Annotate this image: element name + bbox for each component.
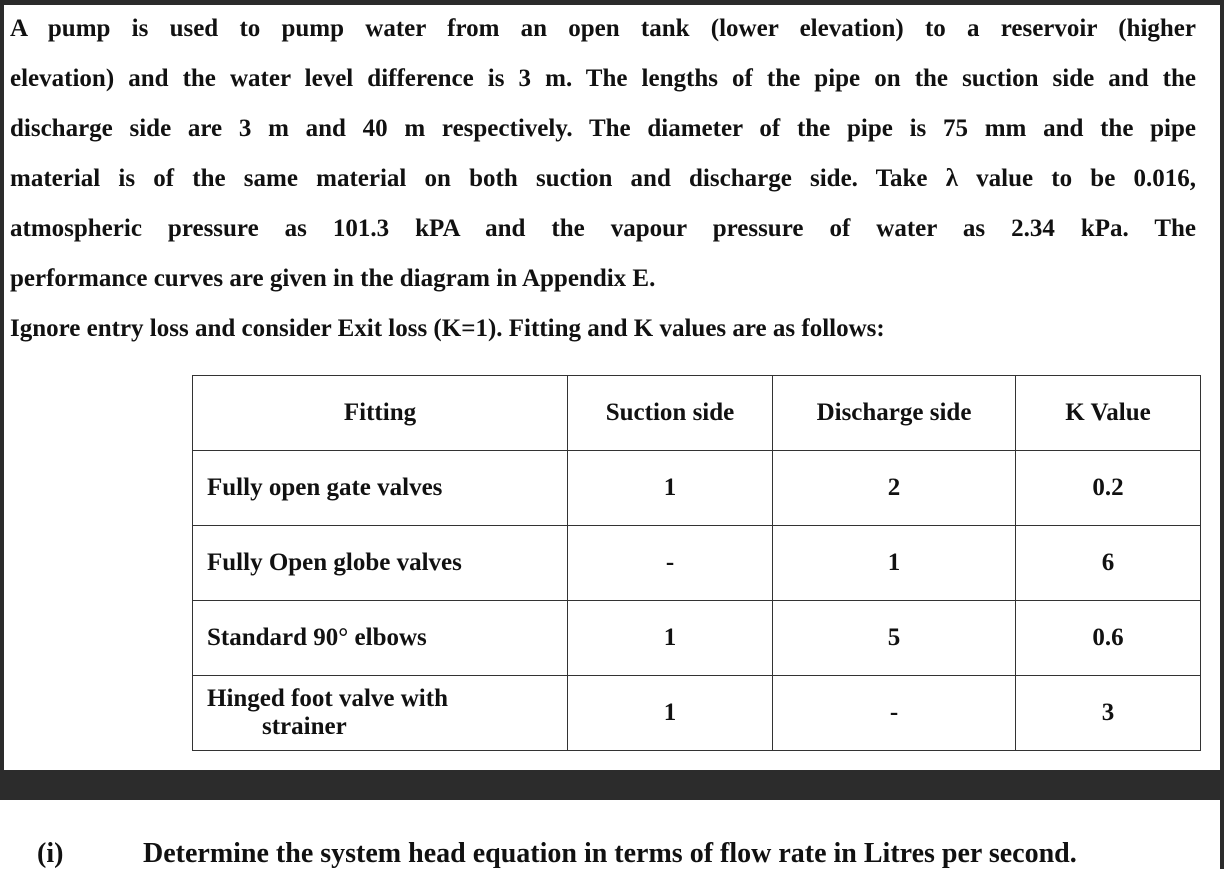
table-row xyxy=(193,676,1201,751)
fitting-name-line-2: strainer xyxy=(262,713,347,740)
suction-count: 1 xyxy=(568,451,773,526)
fitting-name: Fully open gate valves xyxy=(193,451,568,526)
discharge-count: 2 xyxy=(773,451,1016,526)
table-header-row xyxy=(193,376,1201,451)
k-value: 0.2 xyxy=(1016,451,1201,526)
question-text: Determine the system head equation in terms of flow rate in Litres per second. xyxy=(143,838,1077,869)
problem-paragraph xyxy=(10,4,1196,354)
question-number: (i) xyxy=(37,838,64,869)
suction-count: 1 xyxy=(568,676,773,751)
fitting-name: Standard 90° elbows xyxy=(193,601,568,676)
k-value: 3 xyxy=(1016,676,1201,751)
table-row xyxy=(193,601,1201,676)
left-border xyxy=(0,0,4,770)
discharge-count: - xyxy=(773,676,1016,751)
header-discharge-side: Discharge side xyxy=(773,376,1016,451)
right-border xyxy=(1220,0,1224,869)
fitting-name xyxy=(193,676,568,751)
table-row xyxy=(193,451,1201,526)
header-k-value: K Value xyxy=(1016,376,1201,451)
k-value: 0.6 xyxy=(1016,601,1201,676)
page-separator-band xyxy=(0,770,1224,800)
discharge-count: 5 xyxy=(773,601,1016,676)
paragraph-line-7: Ignore entry loss and consider Exit loss (K=1). Fitting and K values are as follows: xyxy=(10,315,885,342)
header-fitting: Fitting xyxy=(193,376,568,451)
header-suction-side: Suction side xyxy=(568,376,773,451)
k-value: 6 xyxy=(1016,526,1201,601)
paragraph-line-2: elevation) and the water level difference is 3 m. The lengths of the pipe on the suction side and the xyxy=(10,65,1196,92)
paragraph-line-6: performance curves are given in the diagram in Appendix E. xyxy=(10,265,656,292)
paragraph-line-4: material is of the same material on both suction and discharge side. Take λ value to be 0.016, xyxy=(10,165,1196,192)
discharge-count: 1 xyxy=(773,526,1016,601)
suction-count: 1 xyxy=(568,601,773,676)
fittings-table xyxy=(192,375,1201,751)
paragraph-line-3: discharge side are 3 m and 40 m respectively. The diameter of the pipe is 75 mm and the pipe xyxy=(10,115,1196,142)
suction-count: - xyxy=(568,526,773,601)
fitting-name-line-1: Hinged foot valve with xyxy=(207,685,448,712)
paragraph-line-1: A pump is used to pump water from an open tank (lower elevation) to a reservoir (higher xyxy=(10,15,1196,42)
table-row xyxy=(193,526,1201,601)
paragraph-line-5: atmospheric pressure as 101.3 kPA and the vapour pressure of water as 2.34 kPa. The xyxy=(10,215,1196,242)
fitting-name: Fully Open globe valves xyxy=(193,526,568,601)
